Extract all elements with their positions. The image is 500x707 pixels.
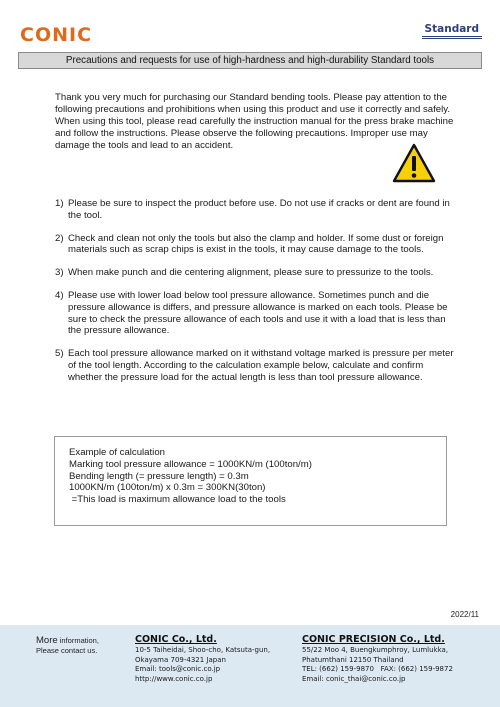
company-japan	[135, 633, 270, 684]
precaution-list	[55, 198, 455, 395]
intro-paragraph: Thank you very much for purchasing our Standard bending tools. Please pay attention to the following precautions and prohibitions when using this product and use it correctly and safely. When using this tool, please read carefully the instruction manual for the press brake machine and follow the instructions. Please observe the following precautions. Improper use may damage the tools and lead to an accident.	[55, 92, 454, 152]
list-item	[55, 290, 455, 336]
list-item	[55, 198, 455, 221]
calc-line: Bending length (= pressure length) = 0.3m	[69, 470, 249, 482]
address-line: Okayama 709-4321 Japan	[135, 655, 226, 664]
item-number: 1)	[55, 198, 64, 209]
calc-line: =This load is maximum allowance load to the tools	[69, 494, 286, 506]
calc-heading: Example of calculation	[69, 447, 165, 458]
page-title: Precautions and requests for use of high-hardness and high-durability Standard tools	[18, 52, 482, 69]
email-link[interactable]: Email: tools@conic.co.jp	[135, 665, 221, 674]
item-number: 2)	[55, 232, 64, 244]
calculation-example-box	[54, 436, 447, 526]
item-text: Please use with lower load below tool pressure allowance. Sometimes punch and die pressure allowance is differs, and pressure allowance is marked on each tools. Please be sure to check the pressure allowance of each tools and use it with a load that is less than the pressure allowance.	[68, 290, 448, 337]
company-name: CONIC Co., Ltd.	[135, 634, 217, 645]
calc-line: Marking tool pressure allowance = 1000KN/m (100ton/m)	[69, 458, 312, 470]
address-line: 10-5 Taiheidai, Shoo-cho, Katsuta-gun,	[135, 646, 271, 654]
standard-badge: Standard	[422, 22, 482, 37]
warning-triangle-icon	[392, 143, 436, 183]
address-line: Phatumthani 12150 Thailand	[302, 655, 404, 664]
more-info-text: information,	[57, 636, 99, 645]
item-text: Each tool pressure allowance marked on it withstand voltage marked is pressure per meter of the tool length. According to the calculation example below, calculate and confirm whether the pressure load for the actual length is less than tool pressure allowance.	[68, 348, 454, 383]
item-text: Check and clean not only the tools but also the clamp and holder. If some dust or foreign materials such as scrap chips is exist in the tools, it may cause damage to the tools.	[68, 232, 444, 256]
conic-logo: CONIC	[20, 24, 93, 46]
document-date: 2022/11	[450, 610, 479, 619]
list-item	[55, 267, 455, 279]
address-line: 55/22 Moo 4, Buengkumphroy, Lumlukka,	[302, 646, 449, 654]
list-item	[55, 348, 455, 383]
list-item	[55, 233, 455, 256]
phone-fax-line: TEL: (662) 159-9870 FAX: (662) 159-9872	[302, 665, 453, 674]
company-thailand	[302, 633, 453, 684]
contact-us-text: Please contact us.	[36, 646, 98, 655]
item-number: 5)	[55, 348, 64, 360]
item-number: 4)	[55, 290, 64, 302]
more-label: More	[36, 635, 58, 646]
item-number: 3)	[55, 267, 64, 279]
company-name: CONIC PRECISION Co., Ltd.	[302, 634, 445, 645]
website-link[interactable]: http://www.conic.co.jp	[135, 674, 213, 683]
calc-line: 1000KN/m (100ton/m) x 0.3m = 300KN(30ton)	[69, 482, 266, 494]
email-link[interactable]: Email: conic_thai@conic.co.jp	[302, 674, 406, 683]
item-text: Please be sure to inspect the product before use. Do not use if cracks or dent are found in the tool.	[68, 198, 450, 221]
item-text: When make punch and die centering alignment, please sure to pressurize to the tools.	[68, 267, 434, 279]
more-info-note	[36, 636, 99, 656]
